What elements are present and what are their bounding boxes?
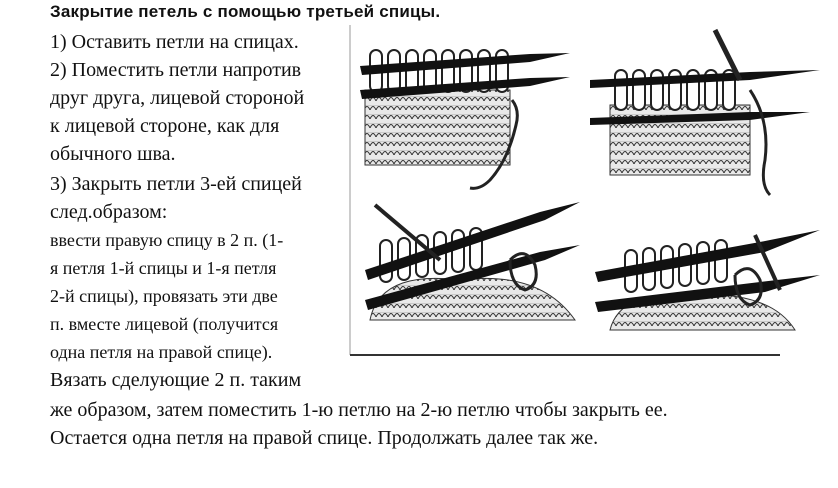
panel-2: [590, 30, 820, 195]
text-line-3: друг друга, лицевой стороной: [50, 87, 305, 109]
text-line-6: 3) Закрыть петли 3-ей спицей: [50, 173, 302, 195]
page-title: Закрытие петель с помощью третьей спицы.: [50, 2, 441, 21]
text-line-2: 2) Поместить петли напротив: [50, 59, 302, 81]
text-line-14: же образом, затем поместить 1-ю петлю на 2-ю петлю чтобы закрыть ее.: [50, 399, 668, 421]
text-line-9: я петля 1-й спицы и 1-я петля: [50, 258, 277, 278]
text-line-8: ввести правую спицу в 2 п. (1-: [50, 230, 284, 250]
text-line-4: к лицевой стороне, как для: [50, 115, 280, 137]
text-line-12: одна петля на правой спице).: [50, 342, 273, 362]
panel-1: [360, 50, 570, 188]
text-line-13: Вязать сделующие 2 п. таким: [50, 369, 302, 391]
knitting-illustration: [340, 20, 830, 360]
text-line-5: обычного шва.: [50, 143, 176, 165]
text-line-11: п. вместе лицевой (получится: [50, 314, 279, 334]
text-line-10: 2-й спицы), провязать эти две: [50, 286, 278, 306]
text-line-7: след.образом:: [50, 201, 168, 223]
text-line-1: 1) Оставить петли на спицах.: [50, 31, 299, 53]
text-line-15: Остается одна петля на правой спице. Продолжать далее так же.: [50, 427, 599, 449]
panel-4: [595, 230, 820, 330]
panel-3: [365, 202, 580, 320]
